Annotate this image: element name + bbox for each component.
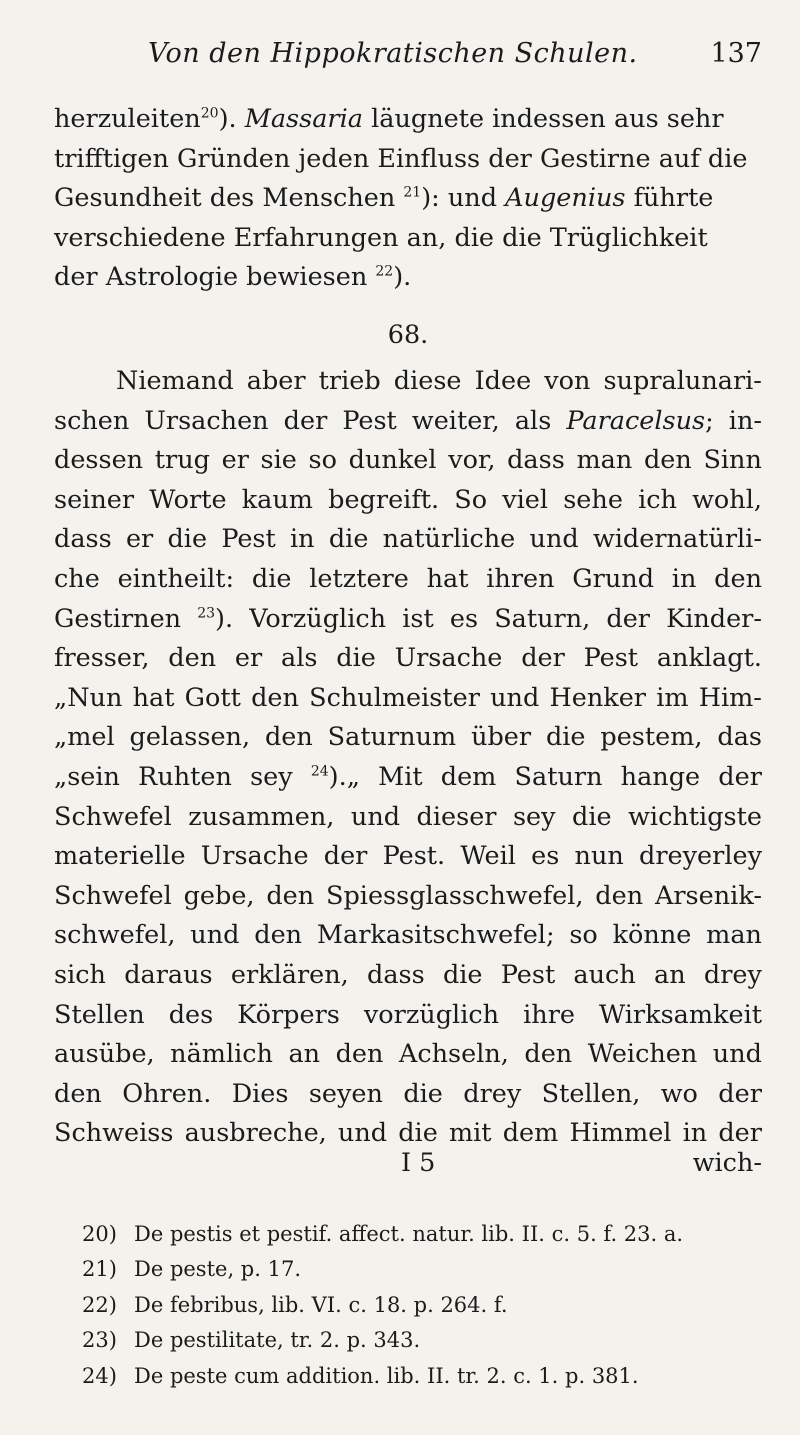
footnotes xyxy=(82,1217,772,1394)
word: Wirksamkeit xyxy=(599,999,762,1030)
footnote-text: De pestis et pestif. affect. natur. lib. II. c. 5. f. 23. a. xyxy=(134,1222,684,1246)
word: materielle xyxy=(54,841,186,872)
word: hange xyxy=(620,761,701,792)
word: Pest xyxy=(342,405,397,436)
word: diese xyxy=(393,366,462,396)
footnote-text: De pestilitate, tr. 2. p. 343. xyxy=(134,1328,421,1353)
word: nun xyxy=(574,841,624,872)
word: der xyxy=(521,643,565,674)
word: sie xyxy=(260,445,297,476)
word: drey xyxy=(703,959,762,990)
word: Pest xyxy=(583,643,639,674)
footnote xyxy=(82,1217,772,1252)
word: gebe, xyxy=(183,880,255,911)
word: Schulmeister xyxy=(309,682,480,713)
word: Schwefel xyxy=(54,880,172,911)
word: anklagt. xyxy=(656,643,762,674)
word: der xyxy=(718,1078,762,1109)
word: den xyxy=(264,722,313,753)
word: die xyxy=(251,563,292,594)
word: Körpers xyxy=(237,999,340,1030)
word: pestem, xyxy=(600,722,703,753)
word: viel xyxy=(502,484,549,515)
word: über xyxy=(471,722,532,753)
word: wohl, xyxy=(692,484,762,515)
word: ihre xyxy=(523,999,575,1030)
text-line: der Astrologie bewiesen $^{22}$). xyxy=(54,262,412,293)
word: drey xyxy=(463,1078,522,1109)
text-line xyxy=(54,679,762,719)
text-line xyxy=(54,520,762,560)
word: im xyxy=(656,682,689,713)
word: supralunari- xyxy=(603,366,762,396)
word: die xyxy=(403,1078,443,1109)
word: dem xyxy=(440,761,497,792)
word: dass xyxy=(367,959,425,990)
word: „sein xyxy=(54,761,120,792)
word: sich xyxy=(54,959,106,990)
footnote-number: 23) xyxy=(82,1328,117,1353)
word: Him- xyxy=(698,682,762,713)
word: und xyxy=(350,801,401,832)
word: die xyxy=(167,524,208,555)
text-line xyxy=(54,916,762,956)
word: wichtigste xyxy=(628,801,762,832)
text-line xyxy=(54,718,762,758)
text-line: trifftigen Gründen jeden Einfluss der Gestirne auf die xyxy=(54,143,748,174)
word: dem xyxy=(502,1118,559,1149)
word: begreift. xyxy=(328,484,440,515)
word: seyen xyxy=(308,1078,383,1109)
word: trieb xyxy=(318,366,381,396)
word: So xyxy=(454,484,488,515)
word: vor, xyxy=(448,445,496,476)
footnote-number: 21) xyxy=(82,1257,117,1282)
word: Spiessglasschwefel, xyxy=(326,880,584,911)
word: Ohren. xyxy=(122,1078,212,1109)
word: der xyxy=(718,1118,762,1149)
word: sehe xyxy=(563,484,623,515)
word: den xyxy=(251,682,299,713)
text-line xyxy=(54,758,762,798)
word: hat xyxy=(426,563,469,594)
text-line xyxy=(54,639,762,679)
word: Vorzüglich xyxy=(249,603,387,634)
word: die xyxy=(336,643,376,674)
word: er xyxy=(234,643,263,674)
word: Arsenik- xyxy=(654,880,762,911)
word: Worte xyxy=(149,484,227,515)
word: Henker xyxy=(549,682,646,713)
word: Pest xyxy=(221,524,276,555)
word: Gott xyxy=(184,682,241,713)
text-line xyxy=(54,481,762,521)
word: schwefel, xyxy=(54,920,176,951)
text-line xyxy=(54,798,762,838)
word: an xyxy=(654,959,686,990)
footnote-text: De febribus, lib. VI. c. 18. p. 264. f. xyxy=(134,1292,508,1317)
word: Pest. xyxy=(382,841,446,872)
word: als xyxy=(281,643,318,674)
text-line xyxy=(54,402,762,442)
word: die xyxy=(442,959,483,990)
word: als xyxy=(514,405,552,436)
word: Paracelsus; xyxy=(566,405,714,436)
word: $^{24}$).„ xyxy=(310,761,360,792)
word: und xyxy=(337,1118,388,1149)
word: daraus xyxy=(124,959,213,990)
text-line: Gesundheit des Menschen $^{21}$): und Augenius führte xyxy=(54,183,714,214)
word: Ruhten xyxy=(138,761,232,792)
text-line: verschiedene Erfahrungen an, die die Trüglichkeit xyxy=(54,222,708,253)
word: die xyxy=(572,801,612,832)
word: der xyxy=(283,405,328,436)
word: es xyxy=(531,841,560,872)
text-line xyxy=(54,877,762,917)
word: man xyxy=(706,920,762,951)
text-line xyxy=(54,560,762,600)
running-header xyxy=(140,38,770,78)
word: die xyxy=(545,722,586,753)
word: auch xyxy=(573,959,636,990)
word: mit xyxy=(448,1118,492,1149)
word: Ursache xyxy=(394,643,503,674)
word: Pest xyxy=(500,959,556,990)
word: aber xyxy=(246,366,306,396)
word: an xyxy=(288,1039,321,1070)
word: seiner xyxy=(54,484,135,515)
word: den xyxy=(254,920,303,951)
text-line xyxy=(54,600,762,640)
word: Ursache xyxy=(200,841,309,872)
text-line xyxy=(54,996,762,1036)
word: eintheilt: xyxy=(117,563,235,594)
word: hat xyxy=(132,682,175,713)
word: und xyxy=(190,920,240,951)
text-line xyxy=(54,1035,762,1075)
word: erklären, xyxy=(230,959,349,990)
word: „Nun xyxy=(54,682,123,713)
paragraph-2 xyxy=(54,362,762,1154)
running-title: Von den Hippokratischen Schulen. xyxy=(148,38,638,69)
word: in xyxy=(682,1118,708,1149)
word: Stellen xyxy=(54,999,145,1030)
word: Achseln, xyxy=(398,1039,509,1070)
word: Dies xyxy=(231,1078,289,1109)
word: er xyxy=(125,524,154,555)
word: Markasitschwefel; xyxy=(316,920,555,951)
word: den xyxy=(643,445,692,476)
text-line xyxy=(54,1075,762,1115)
word: Saturn xyxy=(514,761,603,792)
word: kaum xyxy=(241,484,313,515)
word: dessen xyxy=(54,445,144,476)
word: das xyxy=(717,722,762,753)
word: die xyxy=(328,524,369,555)
word: Kinder- xyxy=(666,603,762,634)
word: letztere xyxy=(309,563,409,594)
word: Himmel xyxy=(569,1118,672,1149)
word: Schwefel xyxy=(54,801,172,832)
word: fresser, xyxy=(54,643,150,674)
word: der xyxy=(718,761,762,792)
word: dieser xyxy=(416,801,497,832)
footnote-number: 22) xyxy=(82,1292,117,1317)
word: ausübe, xyxy=(54,1039,155,1070)
word: schen xyxy=(54,405,130,436)
word: könne xyxy=(612,920,692,951)
word: Schweiss xyxy=(54,1118,174,1149)
word: $^{23}$). xyxy=(197,603,234,634)
word: wo xyxy=(660,1078,698,1109)
word: den xyxy=(714,563,762,594)
word: Idee xyxy=(474,366,532,396)
word: des xyxy=(168,999,214,1030)
word: den xyxy=(168,643,217,674)
word: Ursachen xyxy=(144,405,269,436)
word: so xyxy=(308,445,337,476)
word: Sinn xyxy=(703,445,762,476)
word: sey xyxy=(512,801,556,832)
word: Niemand xyxy=(116,366,234,396)
word: es xyxy=(449,603,479,634)
word: dass xyxy=(507,445,565,476)
word: Stellen, xyxy=(541,1078,641,1109)
word: ausbreche, xyxy=(184,1118,327,1149)
word: Gestirnen xyxy=(54,603,182,634)
word: gelassen, xyxy=(129,722,251,753)
text-line xyxy=(54,956,762,996)
word: in xyxy=(290,524,315,555)
text-line xyxy=(54,362,762,402)
word: sey xyxy=(250,761,293,792)
word: den xyxy=(335,1039,384,1070)
word: dunkel xyxy=(348,445,437,476)
footnote-text: De peste, p. 17. xyxy=(134,1257,301,1282)
text-line: herzuleiten$^{20}$). Massaria läugnete indessen aus sehr xyxy=(54,104,724,134)
word: zusammen, xyxy=(188,801,335,832)
word: und xyxy=(712,1039,762,1070)
word: che xyxy=(54,563,100,594)
word: den xyxy=(266,880,315,911)
catchword: wich- xyxy=(692,1148,762,1178)
word: die xyxy=(398,1118,438,1149)
footnote-number: 24) xyxy=(82,1363,117,1388)
word: den xyxy=(54,1078,102,1109)
word: vorzüglich xyxy=(363,999,500,1030)
footnote xyxy=(82,1323,772,1358)
word: in- xyxy=(728,405,762,436)
footnote xyxy=(82,1359,772,1394)
word: Mit xyxy=(378,761,423,792)
word: trug xyxy=(154,445,210,476)
footnote xyxy=(82,1288,772,1323)
word: man xyxy=(576,445,633,476)
word: ihren xyxy=(486,563,555,594)
word: nämlich xyxy=(170,1039,273,1070)
word: den xyxy=(595,880,644,911)
section-number: 68. xyxy=(387,320,429,350)
text-line xyxy=(54,441,762,481)
word: von xyxy=(544,366,591,396)
footnote-number: 20) xyxy=(82,1222,117,1246)
word: Weil xyxy=(460,841,516,872)
word: Grund xyxy=(572,563,655,594)
word: dreyerley xyxy=(639,841,762,872)
signature-mark: I 5 xyxy=(401,1148,436,1178)
word: so xyxy=(569,920,598,951)
paragraph-1 xyxy=(54,100,762,350)
word: der xyxy=(606,603,650,634)
word: widernatürli- xyxy=(592,524,762,555)
text-line xyxy=(54,837,762,877)
page-footer-line xyxy=(54,1148,762,1188)
footnote-text: De peste cum addition. lib. II. tr. 2. c. 1. p. 381. xyxy=(134,1363,639,1388)
word: in xyxy=(671,563,697,594)
word: und xyxy=(529,524,579,555)
word: den xyxy=(524,1039,573,1070)
word: ist xyxy=(402,603,434,634)
word: natürliche xyxy=(382,524,516,555)
word: „mel xyxy=(54,722,115,753)
page-number: 137 xyxy=(710,38,762,69)
word: Saturnum xyxy=(327,722,457,753)
word: dass xyxy=(54,524,112,555)
word: Weichen xyxy=(587,1039,698,1070)
word: weiter, xyxy=(411,405,500,436)
word: und xyxy=(490,682,540,713)
word: der xyxy=(323,841,368,872)
footnote xyxy=(82,1252,772,1287)
word: ich xyxy=(638,484,677,515)
word: er xyxy=(221,445,249,476)
word: Saturn, xyxy=(494,603,591,634)
